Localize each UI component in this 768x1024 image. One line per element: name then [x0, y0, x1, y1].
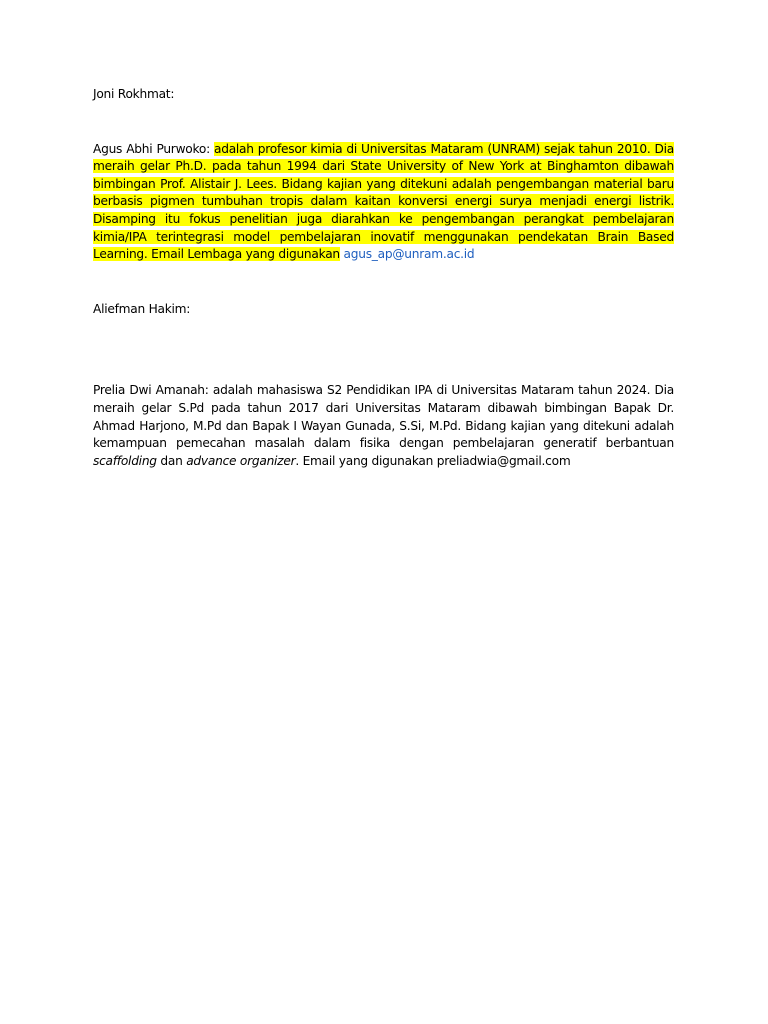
author-name-prelia: Prelia Dwi Amanah:: [93, 383, 209, 398]
highlighted-bio-agus: adalah profesor kimia di Universitas Mataram (UNRAM) sejak tahun 2010. Dia meraih gelar Ph.D. pada tahun 1994 dari State University of New York at Binghamton dibawah bimbingan Prof. Alistair J. Lees. Bidang kajian yang ditekuni adalah pengembangan material baru berbasis pigmen tumbuhan tropis dalam kaitan konversi energi surya menjadi energi listrik. Disamping itu fokus penelitian juga diarahkan ke pengembangan perangkat pembelajaran kimia/IPA terintegrasi model pembelajaran inovatif menggunakan pendekatan Brain Based Learning. Email Lembaga yang digunakan: [93, 141, 675, 262]
paragraph-joni-rokhmat: [93, 86, 674, 104]
italic-term-scaffolding: scaffolding: [93, 453, 157, 468]
author-name-agus: Agus Abhi Purwoko:: [93, 141, 210, 156]
email-link-agus[interactable]: agus_ap@unram.ac.id: [343, 247, 475, 262]
paragraph-agus-abhi-purwoko: [93, 141, 674, 264]
bio-prelia-part2: . Email yang digunakan preliadwia@gmail.com: [295, 453, 571, 468]
bio-prelia-part1: adalah mahasiswa S2 Pendidikan IPA di Universitas Mataram tahun 2024. Dia meraih gelar S.Pd pada tahun 2017 dari Universitas Mataram dibawah bimbingan Bapak Dr. Ahmad Harjono, M.Pd dan Bapak I Wayan Gunada, S.Si, M.Pd. Bidang kajian yang ditekuni adalah kemampuan pemecahan masalah dalam fisika dengan pembelajaran generatif berbantuan: [93, 383, 675, 451]
author-name-aliefman: Aliefman Hakim:: [93, 301, 191, 316]
author-name-joni: Joni Rokhmat:: [93, 87, 175, 101]
paragraph-aliefman-hakim: [93, 301, 674, 319]
document-page: [93, 86, 674, 470]
paragraph-prelia-dwi-amanah: [93, 382, 674, 470]
connector-dan: dan: [160, 453, 183, 468]
italic-term-advance-organizer: advance organizer: [186, 453, 296, 468]
